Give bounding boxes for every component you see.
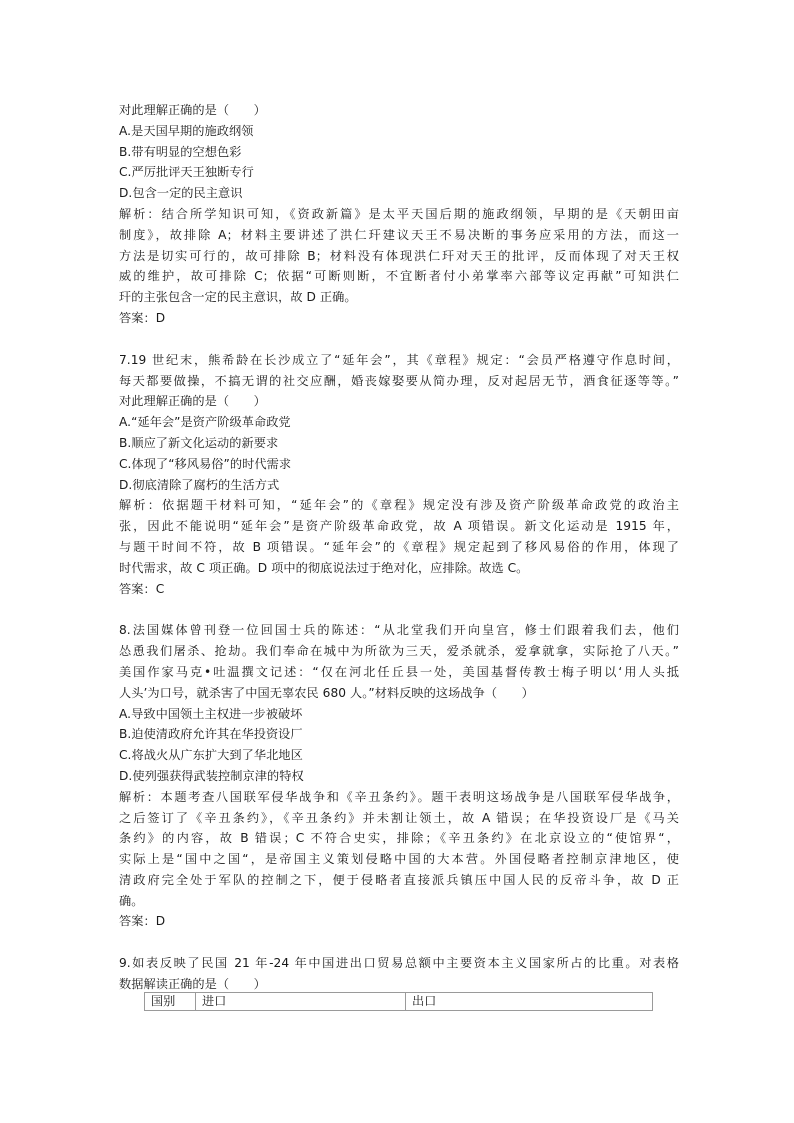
q8-analysis-line: 确。	[119, 893, 144, 908]
trade-table	[144, 992, 653, 1011]
q6-stem: 对此理解正确的是（ ）	[119, 103, 266, 117]
q7-stem-line: 对此理解正确的是（ ）	[119, 394, 266, 409]
q6-analysis-line: 方法是切实可行的，故可排除 B；材料没有体现洪仁玕对天王的批评，反而体现了对天王权	[119, 248, 679, 263]
q7-option-a: A.“延年会”是资产阶级革命政党	[119, 415, 291, 430]
q6-analysis-line: 威的维护，故可排除 C；依据“可断则断，不宜断者付小弟掌率六部等议定再献”可知洪仁	[119, 269, 679, 284]
q8-stem-line: 人头’为口号，就杀害了中国无辜农民 680 人。”材料反映的这场战争（ ）	[119, 685, 534, 700]
q8-option-c: C.将战火从广东扩大到了华北地区	[119, 748, 303, 763]
q6-option-b: B.带有明显的空想色彩	[119, 144, 242, 159]
q8-analysis-line: 实际上是“国中之国“，是帝国主义策划侵略中国的大本营。外国侵略者控制京津地区，使	[119, 852, 679, 867]
q7-stem-line: 7.19 世纪末，熊希龄在长沙成立了“延年会”，其《章程》规定：“会员严格遵守作息时间，	[119, 352, 679, 367]
q8-answer: 答案：D	[119, 914, 166, 929]
q7-analysis-line: 张，因此不能说明“延年会”是资产阶级革命政党，故 A 项错误。新文化运动是 1915 年，	[119, 519, 679, 534]
q6-analysis-line: 玕的主张包含一定的民主意识，故 D 正确。	[119, 290, 357, 305]
q8-option-b: B.迫使清政府允许其在华投资设厂	[119, 727, 303, 742]
q7-answer: 答案：C	[119, 581, 165, 596]
q8-option-d: D.使列强获得武装控制京津的特权	[119, 768, 304, 783]
table-header-export: 出口	[406, 993, 653, 1011]
q7-option-d: D.彻底清除了腐朽的生活方式	[119, 477, 280, 492]
q6-analysis-line: 解析：结合所学知识可知，《资政新篇》是太平天国后期的施政纲领，早期的是《天朝田亩	[119, 206, 679, 221]
q8-analysis-line: 条约》的内容，故 B 错误；C 不符合史实，排除；《辛丑条约》在北京设立的“使馆界“，	[119, 831, 679, 846]
q8-analysis-line: 清政府完全处于军队的控制之下，便于侵略者直接派兵镇压中国人民的反帝斗争，故 D 正	[119, 872, 679, 887]
q7-analysis-line: 时代需求，故 C 项正确。D 项中的彻底说法过于绝对化，应排除。故选 C。	[119, 560, 529, 575]
exam-page	[119, 100, 679, 995]
q7-analysis-line: 解析：依据题干材料可知，“延年会”的《章程》规定没有涉及资产阶级革命政党的政治主	[119, 498, 679, 513]
q8-stem-line: 美国作家马克•吐温撰文记述：“仅在河北任丘县一处，美国基督传教士梅子明以‘用人头抵	[119, 664, 679, 679]
q6-option-a: A.是天国早期的施政纲领	[119, 123, 254, 138]
q7-stem-line: 每天都要做操，不搞无谓的社交应酬，婚丧嫁娶要从简办理，反对起居无节，酒食征逐等等。”	[119, 373, 679, 388]
q8-analysis-line: 之后签订了《辛丑条约》，《辛丑条约》并未割让领土，故 A 错误；在华投资设厂是《马关	[119, 810, 679, 825]
q8-analysis-line: 解析：本题考查八国联军侵华战争和《辛丑条约》。题干表明这场战争是八国联军侵华战争，	[119, 789, 679, 804]
q8-stem-line: 8.法国媒体曾刊登一位回国士兵的陈述：“从北堂我们开向皇宫，修士们跟着我们去，他们	[119, 623, 679, 638]
q6-option-d: D.包含一定的民主意识	[119, 186, 243, 201]
table-header-country: 国别	[145, 993, 196, 1011]
table-header-import: 进口	[196, 993, 406, 1011]
q7-option-b: B.顺应了新文化运动的新要求	[119, 435, 279, 450]
q9-stem-line: 9.如表反映了民国 21 年-24 年中国进出口贸易总额中主要资本主义国家所占的比重。对表格	[119, 956, 679, 971]
q8-option-a: A.导致中国领土主权进一步被破坏	[119, 706, 303, 721]
q7-option-c: C.体现了“移风易俗”的时代需求	[119, 456, 292, 471]
q6-option-c: C.严厉批评天王独断专行	[119, 165, 254, 180]
q6-answer: 答案：D	[119, 310, 166, 325]
q6-analysis-line: 制度》，故排除 A；材料主要讲述了洪仁玕建议天王不易决断的事务应采用的方法，而这一	[119, 227, 679, 242]
table-header-row	[145, 993, 653, 1011]
q8-stem-line: 怂恿我们屠杀、抢劫。我们奉命在城中为所欲为三天，爱杀就杀，爱拿就拿，实际抢了八天。”	[119, 644, 679, 659]
q7-analysis-line: 与题干时间不符，故 B 项错误。“延年会”的《章程》规定起到了移风易俗的作用，体现了	[119, 539, 679, 554]
q9-stem-line: 数据解读正确的是（ ）	[119, 977, 266, 992]
